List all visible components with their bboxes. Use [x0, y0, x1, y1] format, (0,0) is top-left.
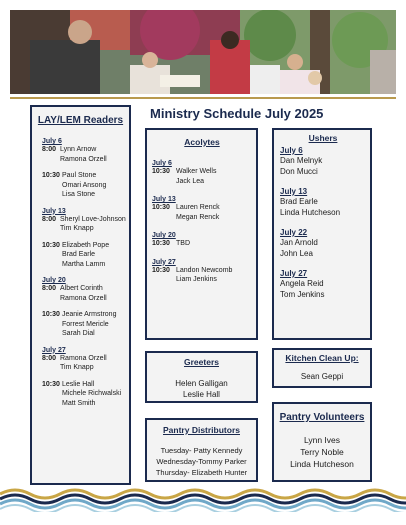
ushers-title: Ushers: [308, 133, 338, 143]
service-row: [42, 380, 129, 409]
volunteer-name: Linda Hutcheson: [290, 459, 354, 469]
ushers-date-group: [280, 228, 366, 259]
distributor-entry: Tuesday- Patty Kennedy: [160, 446, 243, 455]
distributor-entry: Thursday- Elizabeth Hunter: [155, 468, 248, 477]
kitchen-title: Kitchen Clean Up:: [285, 353, 359, 363]
reader-name: Matt Smith: [62, 399, 96, 407]
acolyte-name: Walker Wells: [176, 168, 217, 175]
service-time: 10:30: [152, 266, 170, 274]
service-time: 10:30: [42, 172, 60, 179]
pantry-distributors-title: Pantry Distributors: [163, 425, 240, 435]
usher-name: Tom Jenkins: [280, 290, 325, 299]
page-title: Ministry Schedule July 2025: [150, 106, 324, 121]
usher-name: Linda Hutcheson: [280, 208, 341, 217]
date-label: July 27: [280, 269, 308, 278]
service-time: 8:00: [42, 215, 57, 223]
service-time: 10:30: [152, 168, 170, 175]
acolyte-name: Jack Lea: [176, 177, 205, 185]
ushers-box: [272, 128, 372, 340]
lay-lem-date-group: [42, 138, 129, 200]
service-row: [42, 171, 129, 200]
greeter-name: Leslie Hall: [183, 390, 220, 399]
lay-lem-date-group: [42, 347, 129, 409]
usher-name: John Lea: [280, 249, 313, 258]
lay-lem-title: LAY/LEM Readers: [37, 115, 124, 126]
pantry-volunteers-box: [272, 402, 372, 482]
ushers-date-group: [280, 146, 366, 177]
service-time: 8:00: [42, 354, 57, 362]
header-photo: [10, 10, 396, 94]
reader-name: Leslie Hall: [62, 380, 95, 388]
service-row: [152, 167, 252, 186]
service-time: 10:30: [152, 240, 170, 247]
date-label: July 20: [152, 232, 176, 239]
service-row: [152, 239, 252, 249]
lay-lem-date-group: [42, 277, 129, 339]
lay-lem-date-group: [42, 208, 129, 270]
reader-name: Omari Ansong: [62, 181, 107, 189]
service-row: [42, 310, 129, 339]
reader-name: Sarah Dial: [62, 330, 95, 337]
acolyte-name: Landon Newcomb: [176, 266, 233, 274]
service-time: 8:00: [42, 146, 57, 153]
service-time: 10:30: [42, 311, 60, 318]
date-label: July 6: [42, 138, 62, 145]
pantry-volunteers-title: Pantry Volunteers: [279, 412, 365, 423]
reader-name: Sheryl Love-Johnson: [60, 215, 126, 223]
acolyte-name: Liam Jenkins: [176, 276, 217, 283]
date-label: July 27: [42, 346, 66, 354]
greeter-name: Helen Galligan: [175, 379, 228, 388]
usher-name: Jan Arnold: [280, 238, 318, 247]
acolytes-title: Acolytes: [184, 137, 220, 147]
reader-name: Paul Stone: [62, 172, 97, 179]
lay-lem-readers-box: [30, 105, 131, 485]
service-row: [42, 241, 129, 270]
acolytes-date-group: [152, 259, 252, 285]
wave-footer-decoration: [0, 484, 406, 512]
service-time: 8:00: [42, 285, 57, 292]
service-row: [152, 203, 252, 222]
reader-name: Forrest Mericle: [62, 320, 109, 328]
date-label: July 13: [42, 207, 66, 215]
ushers-date-group: [280, 269, 366, 300]
reader-name: Martha Lamm: [62, 260, 106, 268]
reader-name: Tim Knapp: [60, 364, 94, 371]
date-label: July 22: [280, 228, 308, 237]
usher-name: Dan Melnyk: [280, 156, 323, 165]
ushers-date-group: [280, 187, 366, 218]
reader-name: Ramona Orzell: [60, 155, 107, 163]
service-time: 10:30: [42, 380, 60, 388]
usher-name: Angela Reid: [280, 279, 324, 288]
reader-name: Lisa Stone: [62, 191, 96, 198]
date-label: July 20: [42, 277, 66, 284]
reader-name: Tim Knapp: [60, 225, 94, 232]
reader-name: Michele Richwalski: [62, 390, 122, 397]
service-row: [42, 145, 129, 164]
acolyte-name: Lauren Renck: [176, 204, 220, 211]
header-divider: [10, 97, 396, 99]
acolytes-box: [145, 128, 258, 340]
acolytes-date-group: [152, 196, 252, 222]
acolyte-name: TBD: [176, 240, 190, 247]
acolyte-name: Megan Renck: [176, 213, 220, 221]
usher-name: Don Mucci: [280, 167, 318, 176]
service-time: 10:30: [42, 241, 60, 249]
reader-name: Brad Earle: [62, 251, 96, 258]
greeters-box: [145, 351, 258, 403]
acolytes-date-group: [152, 160, 252, 186]
volunteer-name: Lynn Ives: [303, 435, 341, 445]
volunteer-name: Terry Noble: [300, 447, 344, 457]
service-row: [42, 284, 129, 303]
reader-name: Ramona Orzell: [60, 354, 107, 362]
reader-name: Lynn Arnow: [60, 146, 97, 153]
date-label: July 6: [152, 160, 172, 167]
date-label: July 27: [152, 258, 176, 266]
kitchen-box: [272, 348, 372, 388]
pantry-distributors-box: [145, 418, 258, 482]
date-label: July 13: [152, 196, 176, 203]
kitchen-name: Sean Geppi: [300, 372, 344, 381]
reader-name: Elizabeth Pope: [62, 241, 110, 249]
greeters-title: Greeters: [184, 357, 219, 367]
reader-name: Ramona Orzell: [60, 294, 107, 302]
service-row: [42, 354, 129, 373]
service-row: [152, 266, 252, 285]
date-label: July 13: [280, 187, 308, 196]
service-time: 10:30: [152, 204, 170, 211]
service-row: [42, 215, 129, 234]
acolytes-date-group: [152, 232, 252, 249]
date-label: July 6: [280, 146, 303, 155]
distributor-entry: Wednesday-Tommy Parker: [156, 457, 247, 466]
reader-name: Jeanie Armstrong: [62, 311, 117, 318]
usher-name: Brad Earle: [280, 197, 318, 206]
reader-name: Albert Corinth: [60, 285, 103, 292]
